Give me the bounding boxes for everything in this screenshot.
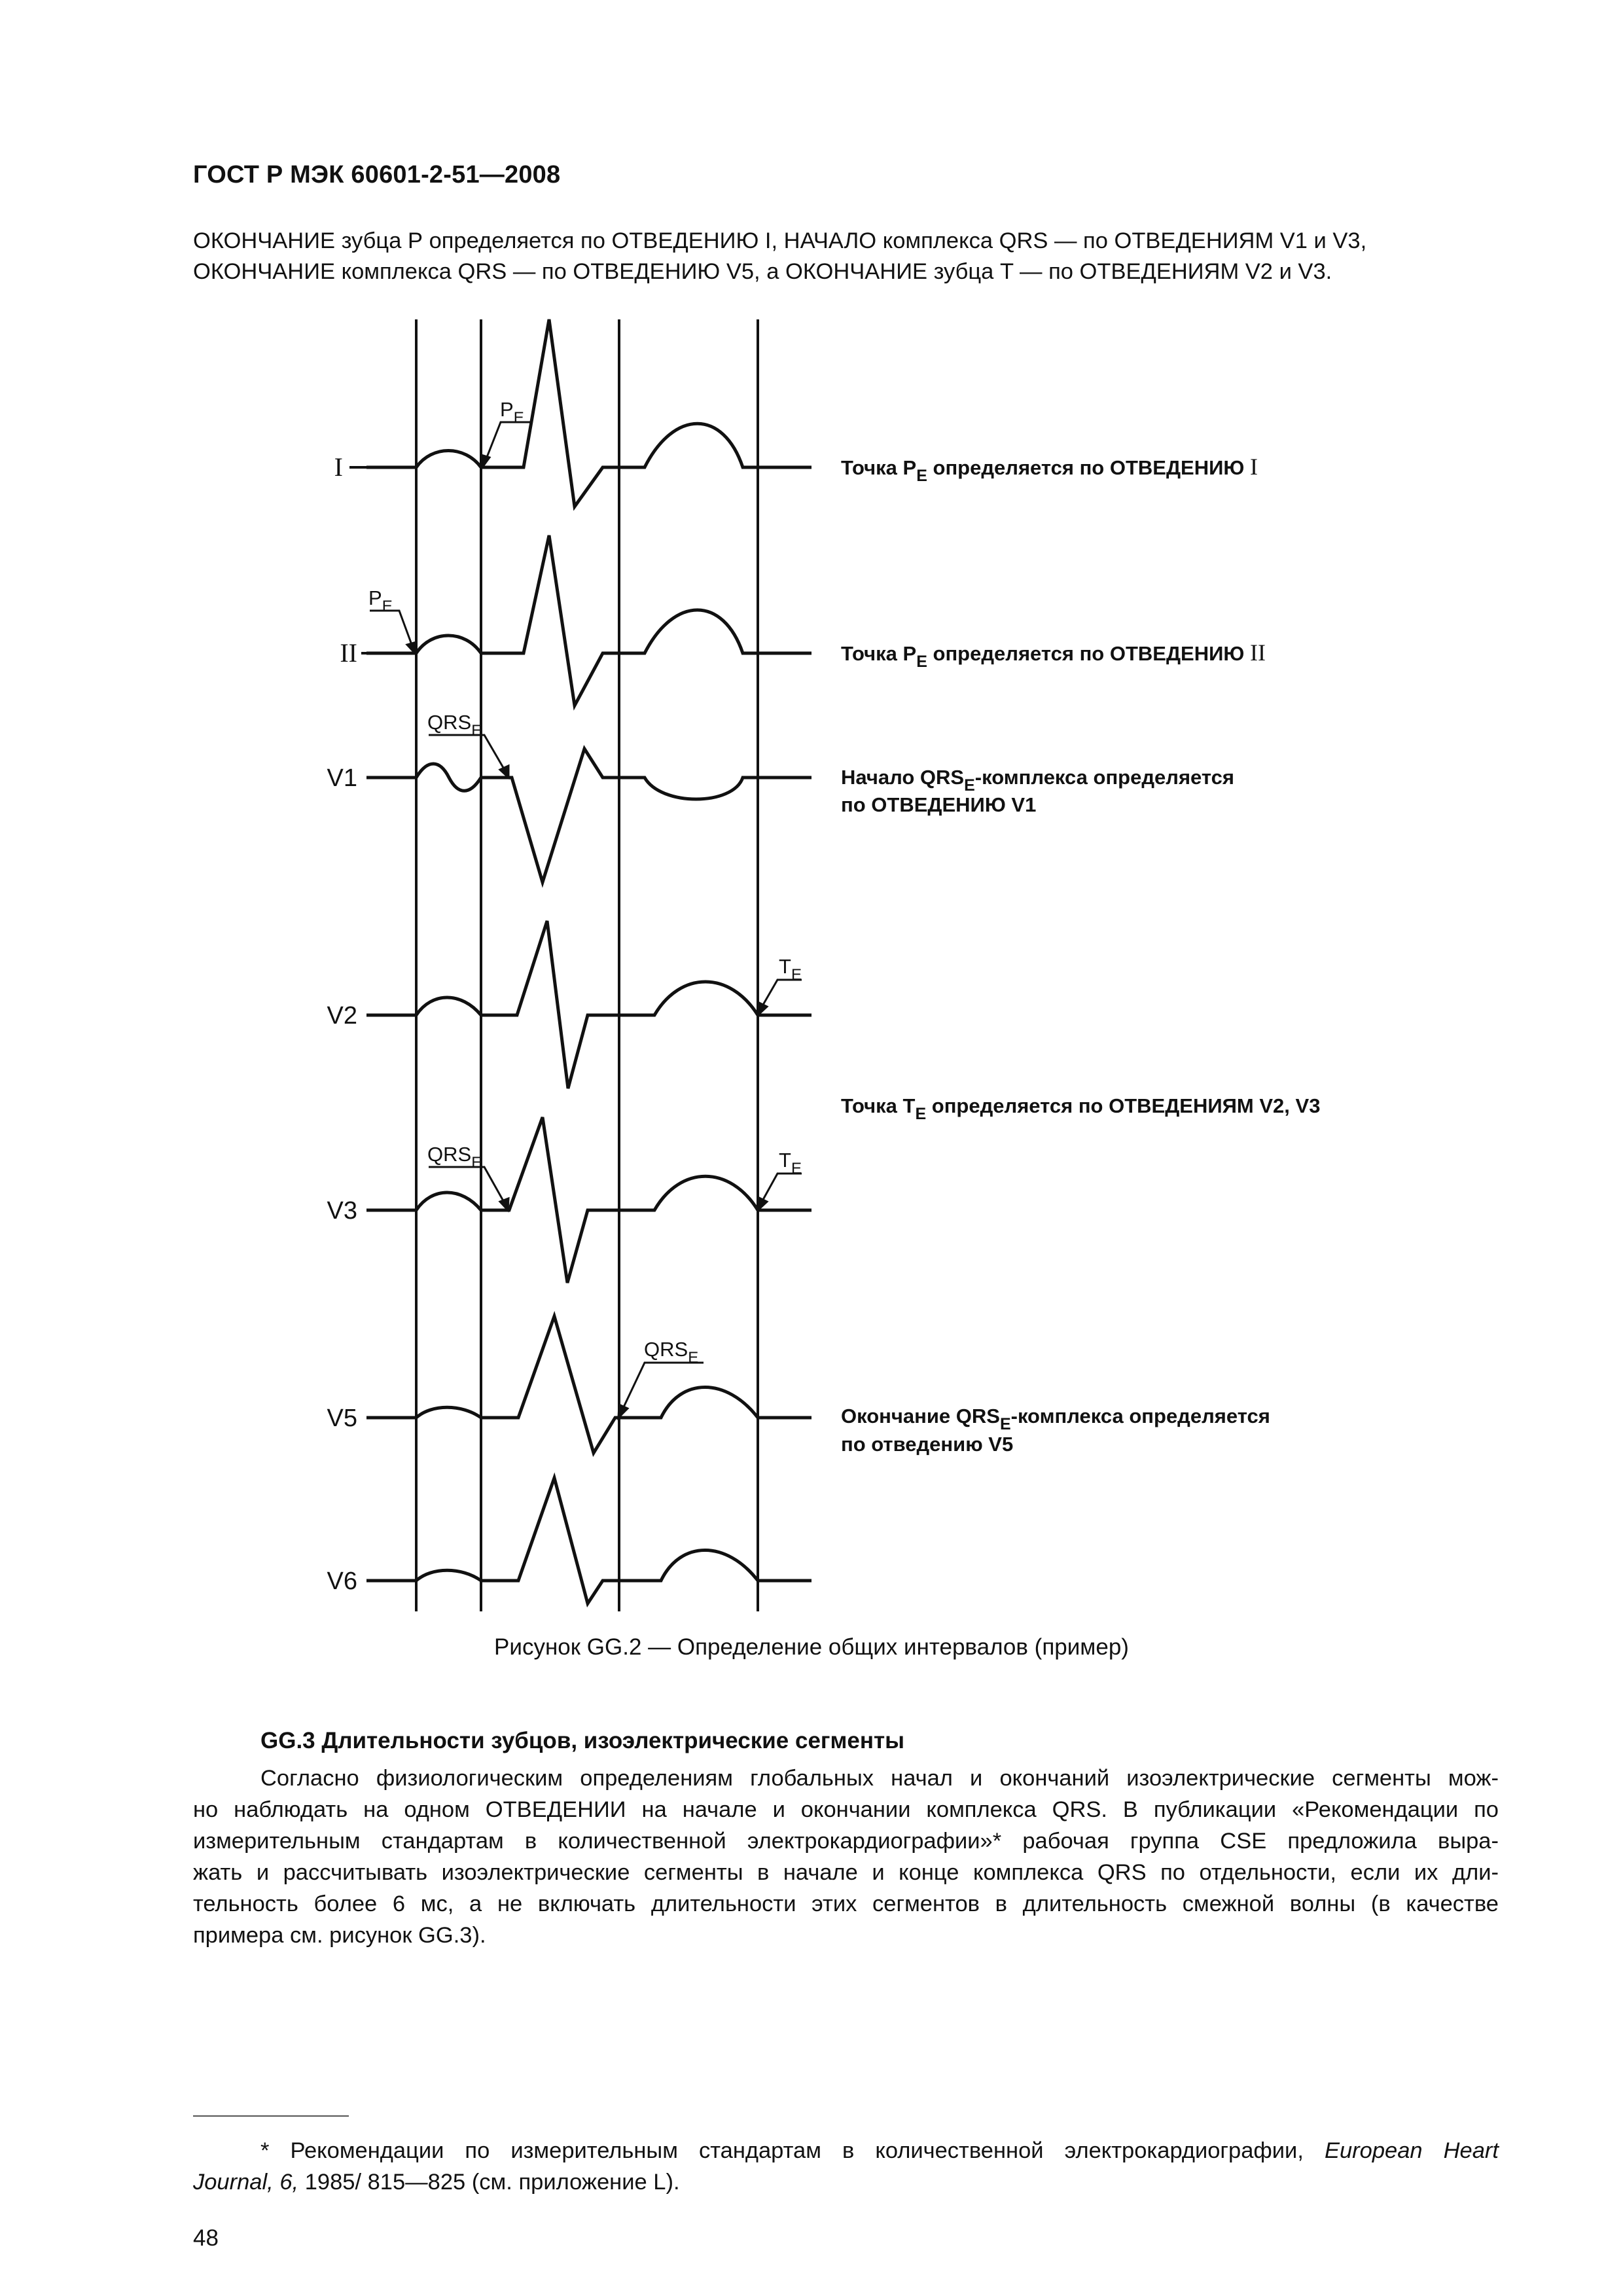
note-lead-II: Точка $P_E$ определяется по ОТВЕДЕНИЮ II [841,639,1266,671]
intro-line: ОКОНЧАНИЕ зубца Р определяется по ОТВЕДЕНИЮ I, НАЧАЛО комплекса QRS — по ОТВЕДЕНИЯМ V1 и V3, [193,228,1367,253]
footnote-line [193,2166,1499,2198]
qrse-label-lead-V5: $QRS_E$ [644,1338,699,1367]
lead-label-V6: V6 [327,1568,357,1595]
lead-label-V5: V5 [327,1405,357,1432]
pe-label-lead-I: $P_E$ [500,398,524,427]
trace-lead-V1 [366,749,812,882]
callout-pe-lead-I [485,422,530,462]
footnote-journal: European Heart [1324,2138,1499,2163]
note-lead-V1: Начало $QRS_E$-комплекса определяется [841,766,1234,795]
arrowhead [407,642,416,653]
arrowhead [758,1003,767,1015]
body-line: жать и рассчитывать изоэлектрические сегменты в начале и конце комплекса QRS по отдельности, если их дли- [193,1860,1499,1885]
section-body [193,1763,1499,1951]
document-header: ГОСТ Р МЭК 60601-2-51—2008 [193,161,561,188]
note-lead-V5: Окончание $QRS_E$-комплекса определяется [841,1405,1270,1433]
arrowhead [500,766,508,778]
body-line: но наблюдать на одном ОТВЕДЕНИИ на начале и окончании комплекса QRS. В публикации «Рекомендации по [193,1797,1499,1822]
arrowhead [618,1405,628,1418]
page-number: 48 [193,2225,219,2251]
body-line: тельность более 6 мс, а не включать длительности этих сегментов в длительность смежной волны (в качестве [193,1892,1499,1916]
ecg-traces [366,319,812,1604]
arrowhead [481,455,490,467]
pe-label-lead-II: $P_E$ [368,586,393,615]
callout-te-lead-V2 [760,980,802,1009]
callout-te-lead-V3 [760,1174,802,1204]
note-lead-I: Точка $P_E$ определяется по ОТВЕДЕНИЮ I [841,454,1258,485]
lead-label-I: I [334,452,343,482]
lead-labels [327,452,357,1595]
marker-callouts [370,422,802,1418]
footnote-text: * Рекомендации по измерительным стандартам в количественной электрокардиографии, [260,2138,1304,2163]
trace-lead-V3 [366,1117,812,1283]
qrse-label-lead-V3: $QRS_E$ [427,1143,482,1172]
footnote [193,2135,1499,2198]
intro-line: ОКОНЧАНИЕ комплекса QRS — по ОТВЕДЕНИЮ V5, а ОКОНЧАНИЕ зубца T — по ОТВЕДЕНИЯМ V2 и V3. [193,259,1332,284]
trace-lead-I [366,319,812,507]
trace-lead-V5 [366,1316,812,1453]
body-line: Согласно физиологическим определениям глобальных начал и окончаний изоэлектрические сегменты мож- [260,1766,1499,1791]
callout-pe-lead-II [370,611,413,648]
section-heading: GG.3 Длительности зубцов, изоэлектрические сегменты [260,1728,905,1753]
trace-lead-II [366,535,812,706]
footnote-journal-cont: Journal, 6, [193,2170,299,2195]
lead-label-V2: V2 [327,1002,357,1030]
lead-label-V1: V1 [327,764,357,792]
footnote-divider [193,2115,349,2117]
trace-lead-V2 [366,921,812,1088]
figure-notes [841,454,1320,1456]
lead-tick-lines [349,467,366,653]
qrse-label-lead-V1: $QRS_E$ [427,711,482,740]
callout-qrse-lead-V5 [622,1363,704,1411]
lead-label-V3: V3 [327,1197,357,1225]
te-label-lead-V3: $T_E$ [779,1149,802,1177]
vertical-markers [416,319,758,1611]
trace-lead-V6 [366,1478,812,1604]
footnote-citation: 1985/ 815—825 (см. приложение L). [298,2170,680,2195]
arrowhead [500,1198,508,1210]
note-lead-V5-line2: по отведению V5 [841,1433,1014,1456]
arrowhead [758,1198,767,1210]
lead-label-II: II [340,638,357,668]
note-lead-V1-line2: по ОТВЕДЕНИЮ V1 [841,793,1037,816]
figure-caption: Рисунок GG.2 — Определение общих интервалов (пример) [494,1634,1129,1660]
note-lead-V2-V3: Точка $T_E$ определяется по ОТВЕДЕНИЯМ V2, V3 [841,1094,1321,1123]
body-line: примера см. рисунок GG.3). [193,1923,486,1948]
te-label-lead-V2: $T_E$ [779,955,802,984]
footnote-line [193,2135,1499,2166]
body-line: измерительным стандартам в количественной электрокардиографии»* рабочая группа CSE предложила выра- [193,1829,1499,1854]
